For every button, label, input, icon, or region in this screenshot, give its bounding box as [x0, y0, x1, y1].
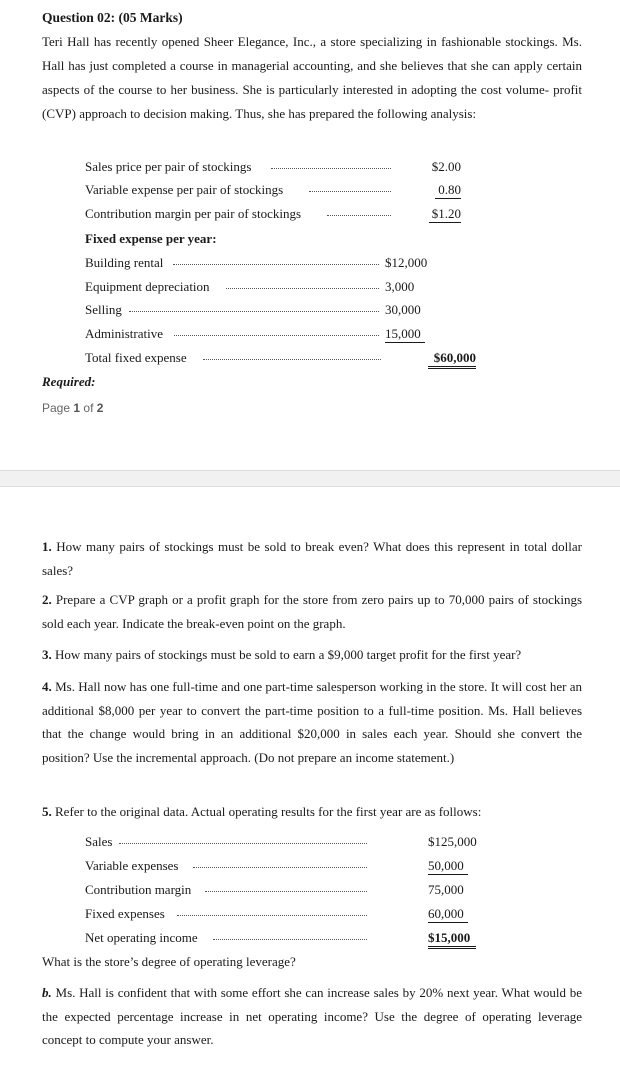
- page-separator: [0, 470, 620, 487]
- fixed-expense-header: Fixed expense per year:: [85, 231, 217, 246]
- results-row-fixed-expenses: Fixed expenses 60,000: [85, 906, 485, 926]
- dol-question: What is the store’s degree of operating leverage?: [42, 954, 296, 969]
- question-title: Question 02: (05 Marks): [42, 10, 183, 25]
- results-row-contribution-margin: Contribution margin 75,000: [85, 882, 464, 897]
- question-1: 1. How many pairs of stockings must be sold to break even? What does this represent in total dollar sales?: [42, 539, 583, 578]
- results-row-net-operating-income: Net operating income $15,000: [85, 930, 485, 950]
- analysis-row-contribution-margin: Contribution margin per pair of stockings $1.20: [85, 206, 461, 221]
- question-5b: b. Ms. Hall is confident that with some effort she can increase sales by 20% next year. What would be the expected percentage increase in net operating income? Use the degree of operating leverage concept to compute your answer.: [42, 985, 582, 1047]
- question-3: 3. How many pairs of stockings must be sold to earn a $9,000 target profit for the first year?: [42, 647, 522, 662]
- total-fixed-expense-row: Total fixed expense $60,000: [85, 350, 485, 370]
- intro-paragraph: Teri Hall has recently opened Sheer Elegance, Inc., a store specializing in fashionable stockings. Ms. Hall has just completed a course in managerial accounting, and she believes that she can apply certain aspects of the course to her business. She is particularly interested in adopting the cost volume- profit (CVP) approach to decision making. Thus, she has prepared the following analysis:: [42, 34, 582, 121]
- document-page-1: [0, 0, 620, 470]
- question-4: 4. Ms. Hall now has one full-time and one part-time salesperson working in the store. It will cost her an additional $8,000 per year to convert the part-time position to a full-time position. Ms. Hall believes that the change would bring in an additional $20,000 in sales each year. Should she convert the position? Use the incremental approach. (Do not prepare an income statement.): [42, 679, 583, 765]
- results-row-variable-expenses: Variable expenses 50,000: [85, 858, 485, 878]
- fixed-row-selling: Selling 30,000: [85, 302, 421, 317]
- analysis-row-sales-price: Sales price per pair of stockings $2.00: [85, 159, 461, 174]
- required-label: Required:: [42, 374, 96, 389]
- analysis-row-variable-expense: Variable expense per pair of stockings 0.80: [85, 182, 461, 197]
- question-2: 2. Prepare a CVP graph or a profit graph for the store from zero pairs up to 70,000 pairs of stockings sold each year. Indicate the break-even point on the graph.: [42, 592, 583, 631]
- fixed-row-building-rental: Building rental $12,000: [85, 255, 428, 270]
- fixed-row-equipment-depreciation: Equipment depreciation 3,000: [85, 279, 415, 294]
- question-5: 5. Refer to the original data. Actual operating results for the first year are as follows:: [42, 804, 482, 819]
- results-row-sales: Sales $125,000: [85, 834, 477, 849]
- fixed-row-administrative: Administrative 15,000: [85, 326, 445, 346]
- page-indicator: Page 1 of 2: [42, 401, 104, 415]
- document-page-2: [0, 487, 620, 1074]
